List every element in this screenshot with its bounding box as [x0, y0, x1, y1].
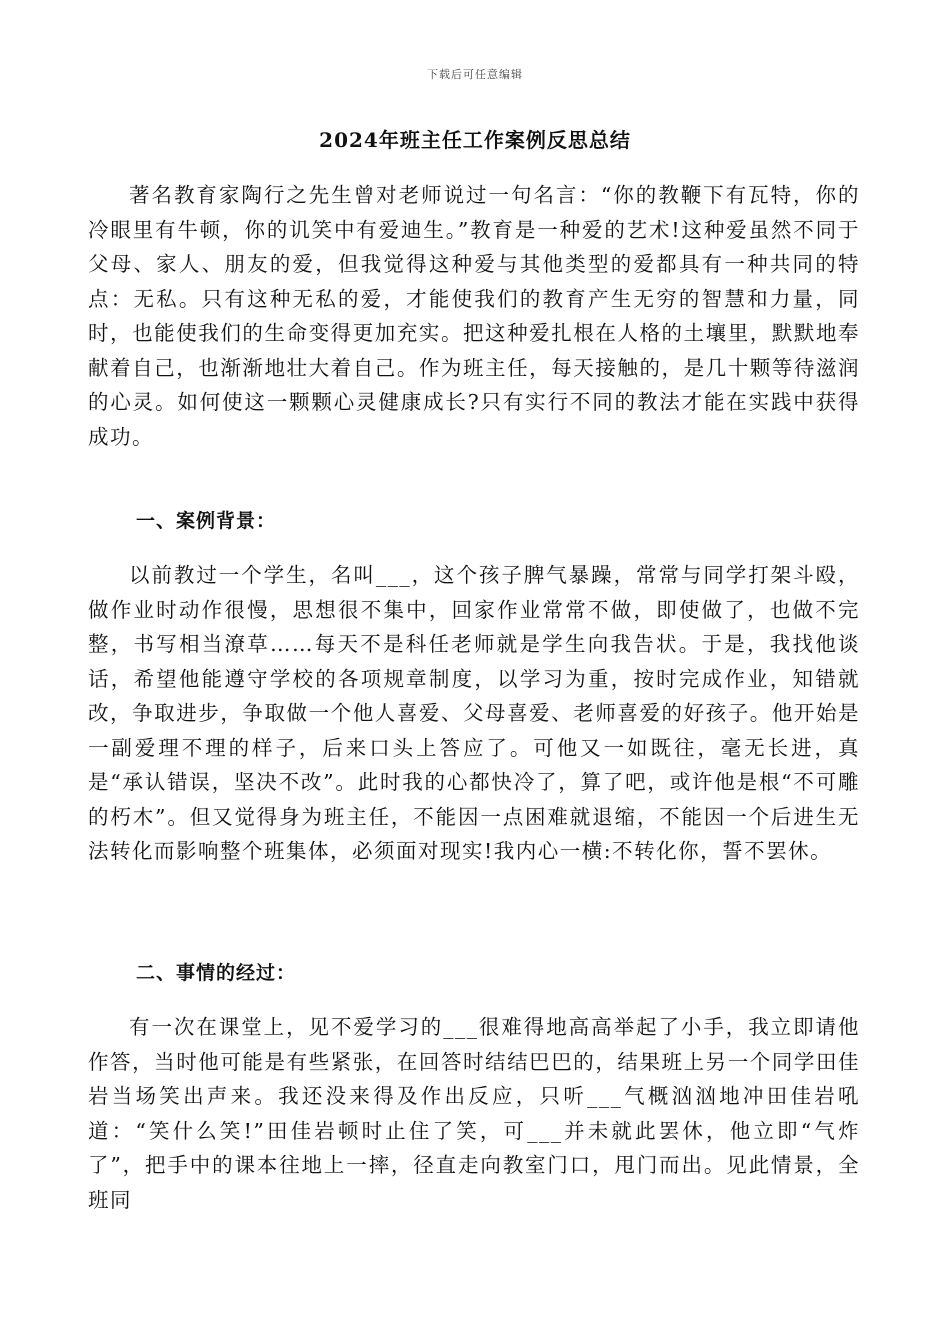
header-note: 下载后可任意编辑 [427, 68, 523, 81]
process-paragraph: 有一次在课堂上，见不爱学习的___很难得地高高举起了小手，我立即请他作答，当时他可能是有些紧张，在回答时结结巴巴的，结果班上另一个同学田佳岩当场笑出声来。我还没来得及作出反应，只听___气概汹汹地冲田佳岩吼道：“笑什么笑!”田佳岩顿时止住了笑，可___并未就此罢休，他立即“气炸了”，把手中的课本往地上一摔，径直走向教室门口，甩门而出。见此情景，全班同 [88, 1015, 860, 1212]
section-heading-process: 二、事情的经过： [136, 962, 297, 984]
background-paragraph: 以前教过一个学生，名叫___，这个孩子脾气暴躁，常常与同学打架斗殴，做作业时动作很慢，思想很不集中，回家作业常常不做，即使做了，也做不完整，书写相当潦草……每天不是科任老师就是学生向我告状。于是，我找他谈话，希望他能遵守学校的各项规章制度，以学习为重，按时完成作业，知错就改，争取进步，争取做一个他人喜爱、父母喜爱、老师喜爱的好孩子。他开始是一副爱理不理的样子，后来口头上答应了。可他又一如既往，毫无长进，真是“承认错误，坚决不改”。此时我的心都快冷了，算了吧，或许他是根“不可雕的朽木”。但又觉得身为班主任，不能因一点困难就退缩，不能因一个后进生无法转化而影响整个班集体，必须面对现实!我内心一横:不转化你，誓不罢休。 [88, 563, 860, 863]
section-heading-background: 一、案例背景： [136, 510, 277, 532]
intro-paragraph: 著名教育家陶行之先生曾对老师说过一句名言：“你的教鞭下有瓦特，你的冷眼里有牛顿，你的讥笑中有爱迪生。”教育是一种爱的艺术!这种爱虽然不同于父母、家人、朋友的爱，但我觉得这种爱与其他类型的爱都具有一种共同的特点：无私。只有这种无私的爱，才能使我们的教育产生无穷的智慧和力量，同时，也能使我们的生命变得更加充实。把这种爱扎根在人格的土壤里，默默地奉献着自己，也渐渐地壮大着自己。作为班主任，每天接触的，是几十颗等待滋润的心灵。如何使这一颗颗心灵健康成长?只有实行不同的教法才能在实践中获得成功。 [88, 183, 860, 449]
document-title: 2024年班主任工作案例反思总结 [319, 128, 631, 152]
